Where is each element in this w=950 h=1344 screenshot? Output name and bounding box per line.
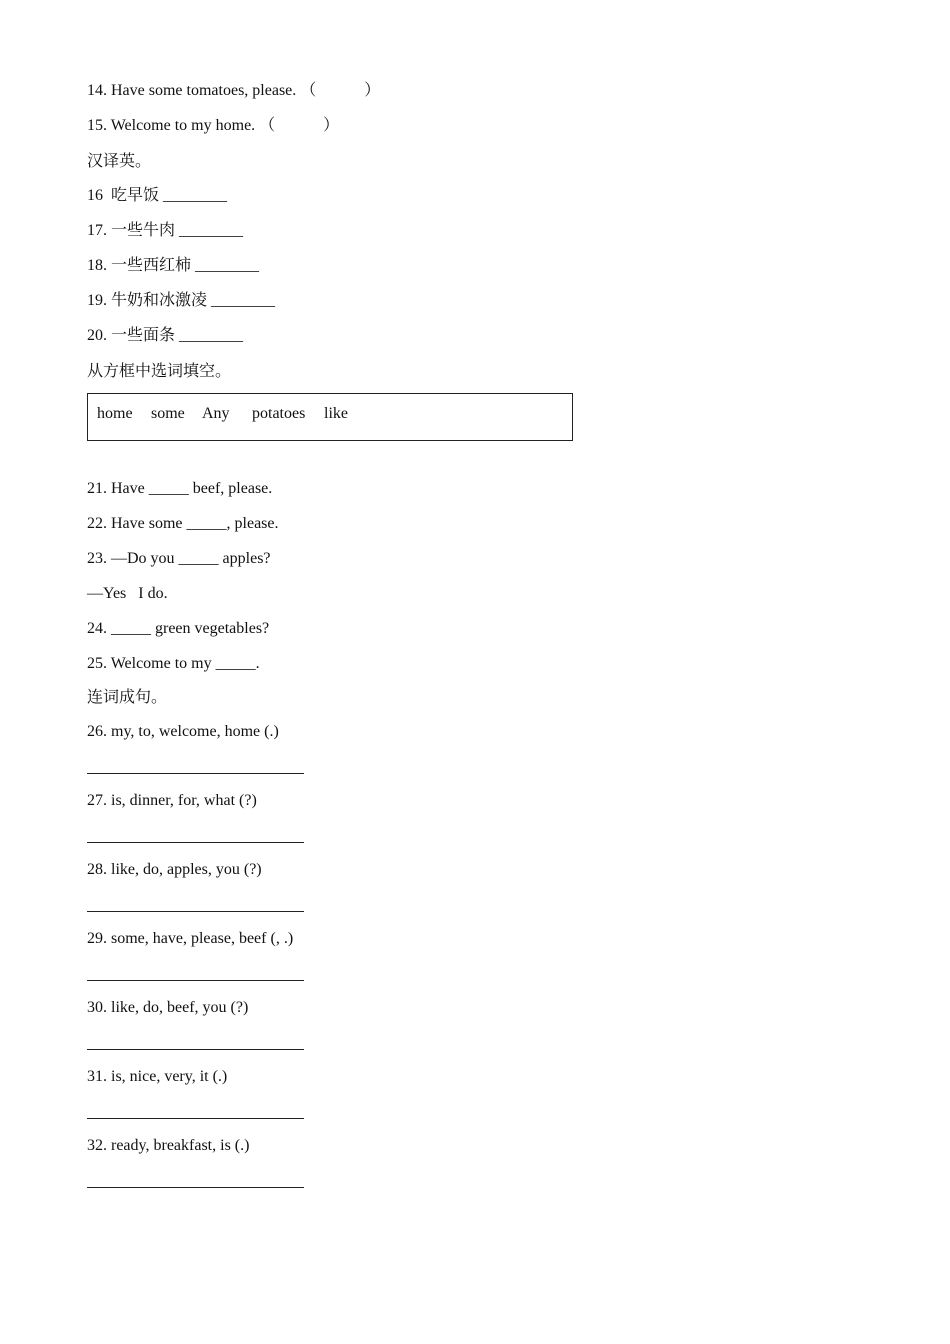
question-17: 17. 一些牛肉 ________ [87,222,244,239]
word-bank-word: like [324,405,348,422]
section-title-order: 连词成句。 [87,689,168,706]
question-16: 16 吃早饭 ________ [87,187,228,204]
question-21: 21. Have _____ beef, please. [87,480,273,497]
question-31: 31. is, nice, very, it (.) [87,1068,228,1085]
question-14: 14. Have some tomatoes, please. （ ） [87,82,381,99]
answer-line-32[interactable] [87,1187,304,1188]
question-28: 28. like, do, apples, you (?) [87,861,262,878]
section-title-translate: 汉译英。 [87,153,152,170]
word-bank-word: home [97,405,133,422]
question-24: 24. _____ green vegetables? [87,620,270,637]
question-19: 19. 牛奶和冰激凌 ________ [87,292,276,309]
question-30: 30. like, do, beef, you (?) [87,999,249,1016]
question-26: 26. my, to, welcome, home (.) [87,723,279,740]
word-bank-word: potatoes [252,405,306,422]
question-25: 25. Welcome to my _____. [87,655,260,672]
answer-line-28[interactable] [87,911,304,912]
answer-line-30[interactable] [87,1049,304,1050]
section-title-fill: 从方框中选词填空。 [87,363,232,380]
question-23: 23. —Do you _____ apples? [87,550,271,567]
question-27: 27. is, dinner, for, what (?) [87,792,257,809]
question-32: 32. ready, breakfast, is (.) [87,1137,250,1154]
answer-line-31[interactable] [87,1118,304,1119]
word-bank-word: Any [202,405,230,422]
answer-line-27[interactable] [87,842,304,843]
answer-line-26[interactable] [87,773,304,774]
question-29: 29. some, have, please, beef (, .) [87,930,294,947]
question-22: 22. Have some _____, please. [87,515,279,532]
answer-line-29[interactable] [87,980,304,981]
word-bank-box [87,393,573,441]
question-23-answer: —Yes I do. [87,585,168,602]
word-bank-word: some [151,405,185,422]
question-20: 20. 一些面条 ________ [87,327,244,344]
question-18: 18. 一些西红柿 ________ [87,257,260,274]
question-15: 15. Welcome to my home. （ ） [87,117,340,134]
